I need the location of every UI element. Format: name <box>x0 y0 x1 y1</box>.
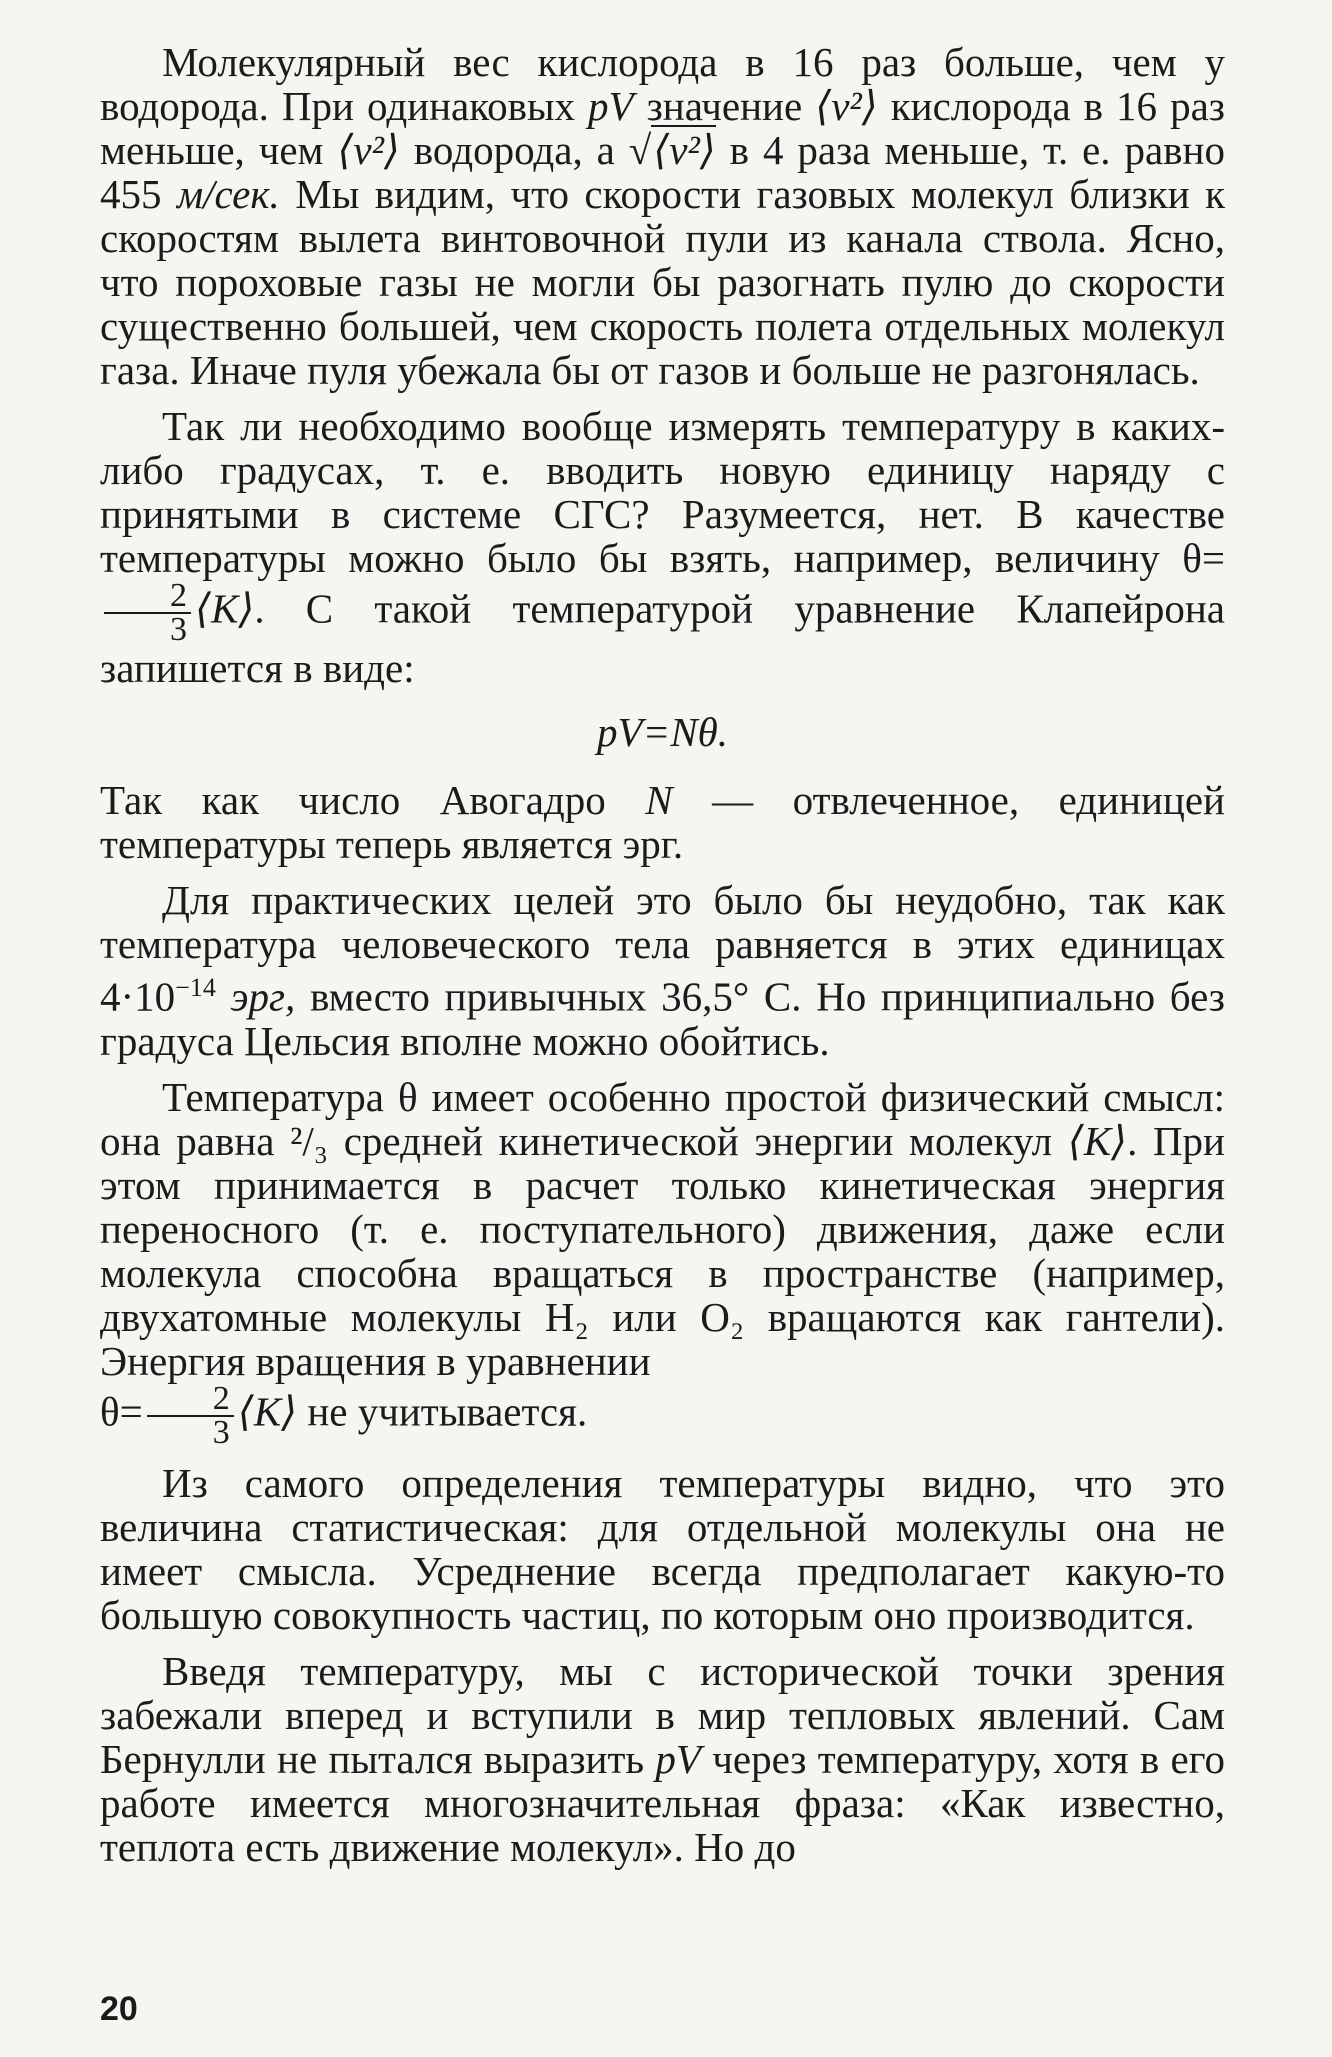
math-mean-k: ⟨K⟩ <box>237 1388 298 1435</box>
text: Мы видим, что скорости газовых молекул близки к скоростям вылета винтовочной пули из канала ствола. Ясно, что пороховые газы не могли бы разогнать пулю до скорости существенно большей, чем скорость полета отдельных молекул газа. Иначе пуля убежала бы от газов и больше не разгонялась. <box>100 171 1226 393</box>
text: не учитывается. <box>297 1388 588 1435</box>
paragraph-5 <box>100 1075 1225 1449</box>
text: вместо привычных 36,5° С. Но принципиально без градуса Цельсия вполне можно обойтись. <box>100 973 1225 1064</box>
math-pv: pV <box>588 83 634 129</box>
text: кислорода в 16 раз меньше, чем <box>100 83 1225 173</box>
math-n: N <box>645 777 673 823</box>
text: Молекулярный вес кислорода в 16 раз больше, чем у водорода. При одинаковых <box>100 39 1225 129</box>
page-number: 20 <box>100 1990 138 2028</box>
text: значение <box>633 83 816 129</box>
math-sqrt-mean-v2: ⟨v²⟩ <box>653 127 716 173</box>
text: в 4 раза меньше, т. е. равно 455 <box>100 127 1225 217</box>
fraction-denominator: 3 <box>170 611 187 648</box>
fraction-2-3 <box>147 1379 234 1451</box>
math-pv: pV <box>655 1735 701 1782</box>
page-body <box>100 40 1225 1869</box>
text: через температуру, хотя в его работе имеется многозначительная фраза: «Как известно, теплота есть движение молекул». Но до <box>100 1735 1225 1870</box>
text: Температура θ имеет особенно простой физический смысл: она равна <box>100 1073 1225 1164</box>
fraction-2-3 <box>104 577 191 648</box>
math-theta: θ= <box>100 1388 143 1435</box>
math-mean-v2: ⟨v²⟩ <box>815 83 878 129</box>
paragraph-1 <box>100 40 1225 392</box>
unit-erg: эрг, <box>230 973 296 1020</box>
formula-clapeyron: pV=Nθ. <box>597 709 728 755</box>
text: Так ли необходимо вообще измерять температуру в каких-либо градусах, т. е. вводить новую единицу наряду с принятыми в системе СГС? Разумеется, нет. В качестве температуры можно было бы взять, например, величину θ= <box>100 403 1225 581</box>
paragraph-2 <box>100 404 1225 690</box>
exponent: −14 <box>175 973 216 1002</box>
math-mean-k: ⟨K⟩ <box>1067 1117 1128 1164</box>
paragraph-7 <box>100 1649 1225 1869</box>
sqrt-sign: √ <box>628 127 652 173</box>
inline-fraction: ²/₃ <box>290 1117 329 1164</box>
fraction-denominator: 3 <box>212 1413 230 1451</box>
text: средней кинетической энергии молекул <box>328 1117 1068 1164</box>
math-mean-v2: ⟨v²⟩ <box>337 127 400 173</box>
text: . При этом принимается в расчет только кинетическая энергия переносного (т. е. поступательного) движения, даже если молекула способна вращаться в пространстве (например, двухатомные молекулы H₂ или O₂ вращаются как гантели). Энергия вращения в уравнении <box>100 1117 1225 1384</box>
text: Для практических целей это было бы неудобно, так как температура человеческого тела равняется в этих единицах 4·10 <box>100 877 1225 1020</box>
fraction-numerator: 2 <box>147 1383 234 1417</box>
paragraph-4 <box>100 878 1225 1063</box>
math-mean-k: ⟨K⟩ <box>195 585 255 632</box>
text: водорода, а <box>399 127 629 173</box>
paragraph-3 <box>100 778 1225 866</box>
unit-m-per-s: м/сек. <box>176 171 280 217</box>
text: Введя температуру, мы с исторической точки зрения забежали вперед и вступили в мир тепловых явлений. Сам Бернулли не пытался выразить <box>100 1647 1225 1782</box>
text: — отвлеченное, единицей температуры теперь является эрг. <box>100 777 1225 867</box>
text: . С такой температурой уравнение Клапейрона запишется в виде: <box>100 585 1225 691</box>
text: Так как число Авогадро <box>100 777 646 823</box>
fraction-numerator: 2 <box>104 580 191 614</box>
paragraph-6: Из самого определения температуры видно, что это величина статистическая: для отдельной молекулы она не имеет смысла. Усреднение всегда предполагает какую-то большую совокупность частиц, по которым оно производится. <box>100 1459 1225 1638</box>
